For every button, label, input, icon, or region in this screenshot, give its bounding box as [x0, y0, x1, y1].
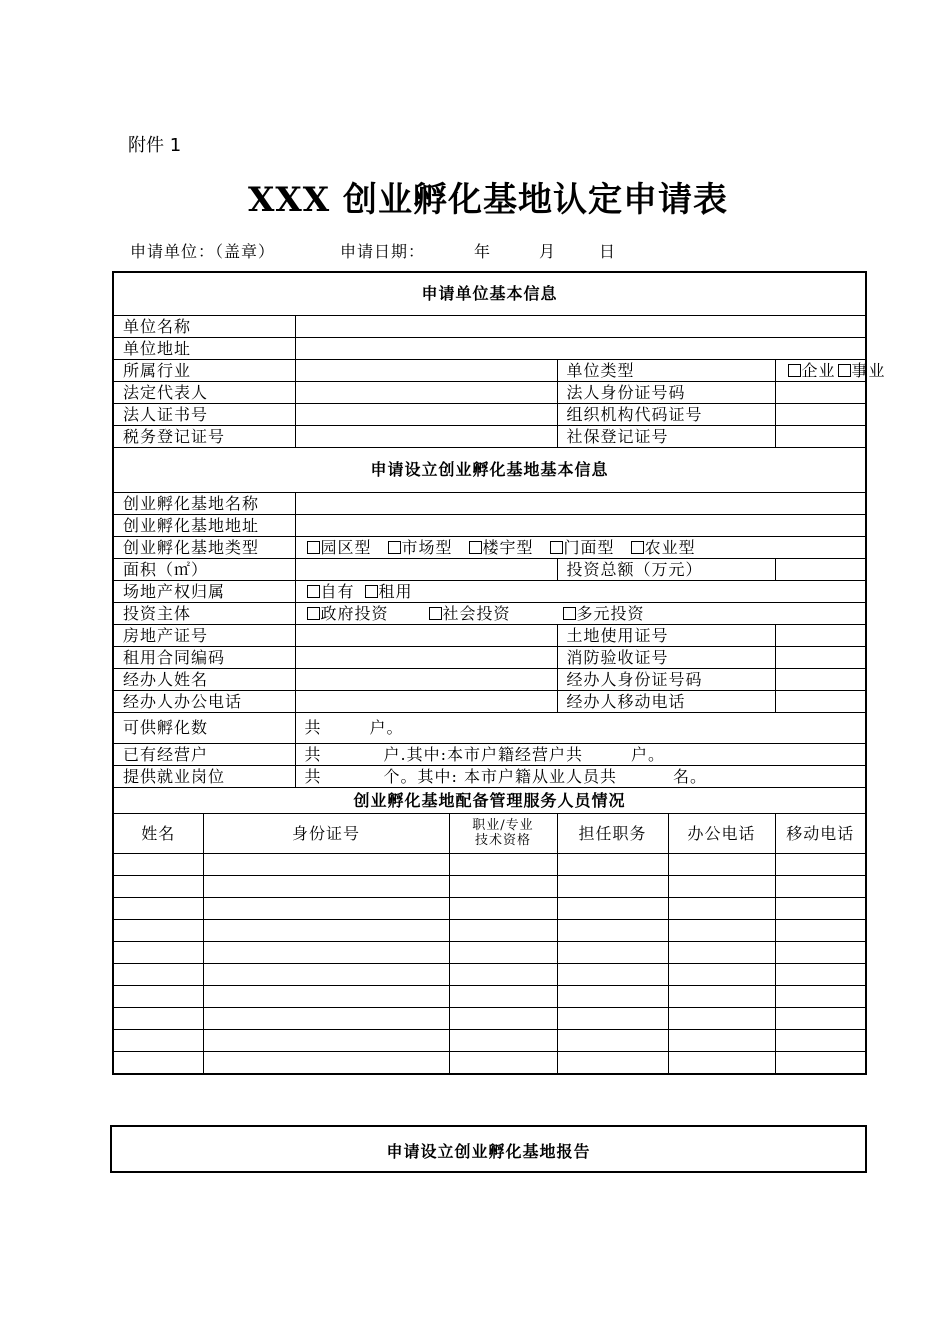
- staff-cell[interactable]: [449, 897, 557, 919]
- field-fire-cert[interactable]: [775, 646, 866, 668]
- staff-cell[interactable]: [668, 1051, 775, 1074]
- staff-cell[interactable]: [557, 941, 668, 963]
- staff-cell[interactable]: [113, 963, 203, 985]
- label-existing: 已有经营户: [113, 743, 295, 765]
- staff-row: [113, 919, 866, 941]
- field-ownership: [295, 580, 866, 602]
- staff-cell[interactable]: [203, 1007, 449, 1029]
- label-handler-mobile: 经办人移动电话: [557, 690, 775, 712]
- staff-cell[interactable]: [775, 875, 866, 897]
- label-capacity: 可供孵化数: [113, 712, 295, 743]
- label-legal-rep: 法定代表人: [113, 381, 295, 403]
- staff-row: [113, 1029, 866, 1051]
- staff-cell[interactable]: [668, 1007, 775, 1029]
- field-handler-name[interactable]: [295, 668, 557, 690]
- checkbox-owned[interactable]: [307, 585, 320, 598]
- field-handler-id[interactable]: [775, 668, 866, 690]
- option-owned: 自有: [320, 581, 355, 601]
- staff-cell[interactable]: [557, 1007, 668, 1029]
- application-form-table: [112, 271, 886, 1075]
- field-property-cert[interactable]: [295, 624, 557, 646]
- option-diversified-investment: 多元投资: [576, 603, 645, 623]
- attachment-label: 附件 1: [128, 135, 182, 156]
- staff-cell[interactable]: [113, 875, 203, 897]
- field-handler-mobile[interactable]: [775, 690, 866, 712]
- col-header-position: 担任职务: [557, 813, 668, 853]
- capacity-total-word: 共: [304, 718, 322, 737]
- field-handler-office-phone[interactable]: [295, 690, 557, 712]
- day-label: 日: [599, 242, 617, 261]
- staff-cell[interactable]: [203, 963, 449, 985]
- checkbox-leased[interactable]: [365, 585, 378, 598]
- staff-cell[interactable]: [449, 1029, 557, 1051]
- staff-row: [113, 1051, 866, 1074]
- label-handler-office-phone: 经办人办公电话: [113, 690, 295, 712]
- capacity-unit: 户。: [369, 718, 404, 737]
- field-lease-code[interactable]: [295, 646, 557, 668]
- section-title-base-info: 申请设立创业孵化基地基本信息: [113, 447, 866, 492]
- label-industry: 所属行业: [113, 359, 295, 381]
- field-tax-reg[interactable]: [295, 425, 557, 447]
- staff-cell[interactable]: [203, 1029, 449, 1051]
- staff-cell[interactable]: [449, 985, 557, 1007]
- checkbox-park-type[interactable]: [307, 541, 320, 554]
- label-tax-reg: 税务登记证号: [113, 425, 295, 447]
- label-legal-cert: 法人证书号: [113, 403, 295, 425]
- col-header-name: 姓名: [113, 813, 203, 853]
- staff-cell[interactable]: [203, 985, 449, 1007]
- option-public-institution: 事业: [851, 360, 886, 380]
- checkbox-social-investment[interactable]: [429, 607, 442, 620]
- staff-cell[interactable]: [668, 1029, 775, 1051]
- field-org-code[interactable]: [775, 403, 866, 425]
- field-capacity[interactable]: [295, 712, 866, 743]
- field-existing[interactable]: [295, 743, 866, 765]
- label-unit-address: 单位地址: [113, 337, 295, 359]
- option-government-investment: 政府投资: [320, 603, 389, 623]
- staff-cell[interactable]: [203, 941, 449, 963]
- option-leased: 租用: [378, 581, 413, 601]
- label-handler-name: 经办人姓名: [113, 668, 295, 690]
- staff-cell[interactable]: [775, 963, 866, 985]
- label-fire-cert: 消防验收证号: [557, 646, 775, 668]
- label-base-address: 创业孵化基地地址: [113, 514, 295, 536]
- field-land-cert[interactable]: [775, 624, 866, 646]
- staff-cell[interactable]: [113, 941, 203, 963]
- staff-cell[interactable]: [449, 963, 557, 985]
- option-building-type: 楼宇型: [482, 537, 534, 557]
- field-investor: [295, 602, 866, 624]
- option-enterprise: 企业: [801, 360, 836, 380]
- section-title-staff: 创业孵化基地配备管理服务人员情况: [113, 787, 866, 813]
- applicant-label: 申请单位：（盖章）: [130, 242, 276, 261]
- year-label: 年: [474, 242, 492, 261]
- col-header-id: 身份证号: [203, 813, 449, 853]
- staff-cell[interactable]: [203, 919, 449, 941]
- field-invest-total[interactable]: [775, 558, 866, 580]
- staff-cell[interactable]: [557, 853, 668, 875]
- field-social-reg[interactable]: [775, 425, 866, 447]
- checkbox-building-type[interactable]: [469, 541, 482, 554]
- col-header-mobile: 移动电话: [775, 813, 866, 853]
- staff-cell[interactable]: [113, 985, 203, 1007]
- report-section-title: 申请设立创业孵化基地报告: [110, 1125, 867, 1173]
- staff-cell[interactable]: [203, 875, 449, 897]
- staff-cell[interactable]: [449, 919, 557, 941]
- staff-cell[interactable]: [668, 897, 775, 919]
- label-unit-name: 单位名称: [113, 315, 295, 337]
- staff-cell[interactable]: [668, 919, 775, 941]
- staff-cell[interactable]: [557, 875, 668, 897]
- field-legal-id[interactable]: [775, 381, 866, 403]
- label-base-name: 创业孵化基地名称: [113, 492, 295, 514]
- staff-cell[interactable]: [449, 1051, 557, 1074]
- label-social-reg: 社保登记证号: [557, 425, 775, 447]
- staff-cell[interactable]: [557, 1051, 668, 1074]
- field-base-type: [295, 536, 866, 558]
- staff-row: [113, 985, 866, 1007]
- staff-cell[interactable]: [668, 853, 775, 875]
- staff-cell[interactable]: [775, 853, 866, 875]
- checkbox-storefront-type[interactable]: [550, 541, 563, 554]
- staff-cell[interactable]: [203, 853, 449, 875]
- section-title-applicant: 申请单位基本信息: [113, 272, 866, 315]
- field-area[interactable]: [295, 558, 557, 580]
- existing-total-word: 共: [304, 744, 322, 764]
- staff-cell[interactable]: [557, 963, 668, 985]
- field-unit-address[interactable]: [295, 337, 866, 359]
- staff-cell[interactable]: [775, 897, 866, 919]
- label-lease-code: 租用合同编码: [113, 646, 295, 668]
- staff-row: [113, 963, 866, 985]
- checkbox-market-type[interactable]: [388, 541, 401, 554]
- staff-cell[interactable]: [449, 853, 557, 875]
- staff-cell[interactable]: [668, 963, 775, 985]
- staff-cell[interactable]: [557, 985, 668, 1007]
- jobs-unit: 名。: [673, 766, 708, 786]
- field-legal-rep[interactable]: [295, 381, 557, 403]
- existing-unit: 户。: [631, 744, 666, 764]
- staff-cell[interactable]: [775, 1051, 866, 1074]
- staff-cell[interactable]: [113, 919, 203, 941]
- jobs-total-word: 共: [304, 766, 322, 786]
- staff-row: [113, 941, 866, 963]
- staff-row: [113, 1007, 866, 1029]
- field-jobs[interactable]: [295, 765, 866, 787]
- staff-cell[interactable]: [557, 1029, 668, 1051]
- staff-cell[interactable]: [449, 875, 557, 897]
- col-header-qualification-line2: 技术资格: [474, 833, 531, 848]
- option-market-type: 市场型: [401, 537, 453, 557]
- col-header-qualification: [449, 813, 557, 853]
- col-header-qualification-line1: 职业/专业: [472, 818, 534, 833]
- staff-cell[interactable]: [449, 941, 557, 963]
- staff-cell[interactable]: [775, 919, 866, 941]
- label-base-type: 创业孵化基地类型: [113, 536, 295, 558]
- staff-cell[interactable]: [775, 985, 866, 1007]
- staff-row: [113, 875, 866, 897]
- label-handler-id: 经办人身份证号码: [557, 668, 775, 690]
- staff-cell[interactable]: [668, 985, 775, 1007]
- staff-cell[interactable]: [557, 897, 668, 919]
- label-unit-type: 单位类型: [557, 359, 775, 381]
- label-area: 面积（㎡）: [113, 558, 295, 580]
- field-base-address[interactable]: [295, 514, 866, 536]
- page-title: XXX 创业孵化基地认定申请表: [248, 180, 728, 220]
- checkbox-diversified-investment[interactable]: [563, 607, 576, 620]
- label-investor: 投资主体: [113, 602, 295, 624]
- staff-cell[interactable]: [668, 941, 775, 963]
- staff-row: [113, 853, 866, 875]
- staff-cell[interactable]: [113, 1051, 203, 1074]
- staff-cell[interactable]: [113, 1007, 203, 1029]
- label-invest-total: 投资总额（万元）: [557, 558, 775, 580]
- label-ownership: 场地产权归属: [113, 580, 295, 602]
- label-jobs: 提供就业岗位: [113, 765, 295, 787]
- checkbox-government-investment[interactable]: [307, 607, 320, 620]
- checkbox-enterprise[interactable]: [788, 364, 801, 377]
- existing-middle-text: 户.其中:本市户籍经营户共: [383, 744, 583, 764]
- staff-cell[interactable]: [113, 1029, 203, 1051]
- jobs-middle-text: 个。其中: 本市户籍从业人员共: [383, 766, 617, 786]
- field-unit-type: [775, 359, 886, 381]
- staff-cell[interactable]: [113, 897, 203, 919]
- staff-cell[interactable]: [775, 1007, 866, 1029]
- field-base-name[interactable]: [295, 492, 866, 514]
- option-storefront-type: 门面型: [563, 537, 615, 557]
- field-legal-cert[interactable]: [295, 403, 557, 425]
- option-park-type: 园区型: [320, 537, 372, 557]
- staff-cell[interactable]: [775, 1029, 866, 1051]
- staff-cell[interactable]: [775, 941, 866, 963]
- staff-cell[interactable]: [668, 875, 775, 897]
- staff-cell[interactable]: [113, 853, 203, 875]
- option-social-investment: 社会投资: [442, 603, 511, 623]
- month-label: 月: [539, 242, 557, 261]
- label-legal-id: 法人身份证号码: [557, 381, 775, 403]
- staff-cell[interactable]: [449, 1007, 557, 1029]
- checkbox-public-institution[interactable]: [838, 364, 851, 377]
- field-unit-name[interactable]: [295, 315, 866, 337]
- staff-row: [113, 897, 866, 919]
- label-property-cert: 房地产证号: [113, 624, 295, 646]
- staff-cell[interactable]: [203, 897, 449, 919]
- date-label: 申请日期：: [340, 242, 426, 261]
- label-org-code: 组织机构代码证号: [557, 403, 775, 425]
- staff-cell[interactable]: [557, 919, 668, 941]
- option-agriculture-type: 农业型: [644, 537, 696, 557]
- field-industry[interactable]: [295, 359, 557, 381]
- col-header-office-phone: 办公电话: [668, 813, 775, 853]
- staff-cell[interactable]: [203, 1051, 449, 1074]
- label-land-cert: 土地使用证号: [557, 624, 775, 646]
- checkbox-agriculture-type[interactable]: [631, 541, 644, 554]
